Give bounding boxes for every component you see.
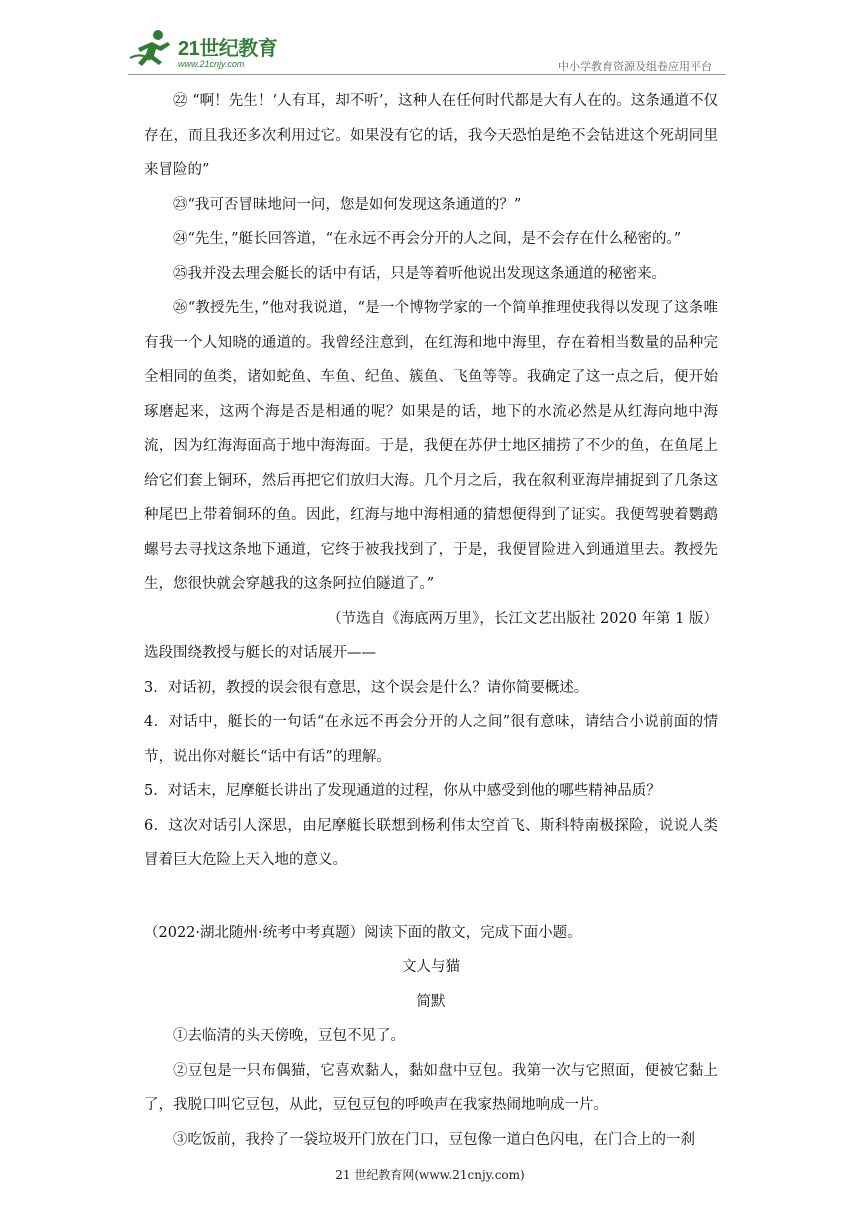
essay-paragraph-1: ①去临清的头天傍晚，豆包不见了。 [173, 1028, 405, 1044]
paragraph-25: ㉕我并没去理会艇长的话中有话，只是等着听他说出发现这条通道的秘密来。 [173, 265, 666, 282]
document-body [144, 84, 718, 1157]
page-header [128, 28, 726, 76]
paragraph-23: ㉓“我可否冒昧地问一问，您是如何发现这条通道的？” [173, 196, 522, 213]
logo-text: 21世纪教育 [178, 38, 278, 60]
platform-label: 中小学教育资源及组卷应用平台 [558, 61, 712, 73]
paragraph-22: ㉒ “啊！先生！‘人有耳，却不听’，这种人在任何时代都是大有人在的。这条通道不仅存在，而且我还多次利用过它。如果没有它的话，我今天恐怕是绝不会钻进这个死胡同里来冒险的” [144, 93, 718, 178]
runner-logo-icon [128, 28, 174, 68]
question-intro: 选段围绕教授与艇长的对话展开—— [144, 645, 376, 661]
question-5: 5．对话末，尼摩艇长讲出了发现通道的过程，你从中感受到他的哪些精神品质？ [144, 783, 661, 799]
essay-paragraph-3: ③吃饭前，我拎了一袋垃圾开门放在门口，豆包像一道白色闪电，在门合上的一刹 [173, 1131, 695, 1148]
header-divider [128, 74, 726, 75]
question-6: 6．这次对话引人深思，由尼摩艇长联想到杨利伟太空首飞、斯科特南极探险，说说人类冒着巨大危险上天入地的意义。 [144, 817, 718, 868]
logo-url: www.21cnjy.com [178, 59, 245, 69]
essay-title: 文人与猫 [402, 959, 460, 975]
question-3: 3．对话初，教授的误会很有意思，这个误会是什么？请你简要概述。 [144, 679, 589, 696]
source-citation: （节选自《海底两万里》，长江文艺出版社 2020 年第 1 版） [327, 610, 718, 627]
essay-paragraph-2: ②豆包是一只布偶猫，它喜欢黏人，黏如盘中豆包。我第一次与它照面，便被它黏上了，我脱口叫它豆包，从此，豆包豆包的呼唤声在我家热闹地响成一片。 [144, 1062, 718, 1113]
section-gap [144, 878, 718, 916]
question-4: 4．对话中，艇长的一句话“在永远不再会分开的人之间”很有意味，请结合小说前面的情节，说出你对艇长“话中有话”的理解。 [144, 714, 718, 765]
section-intro: （2022·湖北随州·统考中考真题）阅读下面的散文，完成下面小题。 [144, 924, 582, 941]
page-footer: 21 世纪教育网(www.21cnjy.com) [335, 1168, 525, 1182]
paragraph-24: ㉔“先生，”艇长回答道，“在永远不再会分开的人之间，是不会存在什么秘密的。” [173, 231, 682, 247]
essay-author: 简默 [416, 993, 446, 1010]
paragraph-26: ㉖“教授先生，”他对我说道，“是一个博物学家的一个简单推理使我得以发现了这条唯有我一个人知晓的通道的。我曾经注意到，在红海和地中海里，存在着相当数量的品种完全相同的鱼类，诸如蛇鱼、车鱼、纪鱼、簇鱼、飞鱼等等。我确定了这一点之后，便开始琢磨起来，这两个海是否是相通的呢？如果是的话，地下的水流必然是从红海向地中海流，因为红海海面高于地中海海面。于是，我便在苏伊士地区捕捞了不少的鱼，在鱼尾上给它们套上铜环，然后再把它们放归大海。几个月之后，我在叙利亚海岸捕捉到了几条这种尾巴上带着铜环的鱼。因此，红海与地中海相通的猜想便得到了证实。我便驾驶着鹦鹉螺号去寻找这条地下通道，它终于被我找到了，于是，我便冒险进入到通道里去。教授先生，您很快就会穿越我的这条阿拉伯隧道了。” [144, 300, 718, 592]
logo [128, 28, 288, 74]
